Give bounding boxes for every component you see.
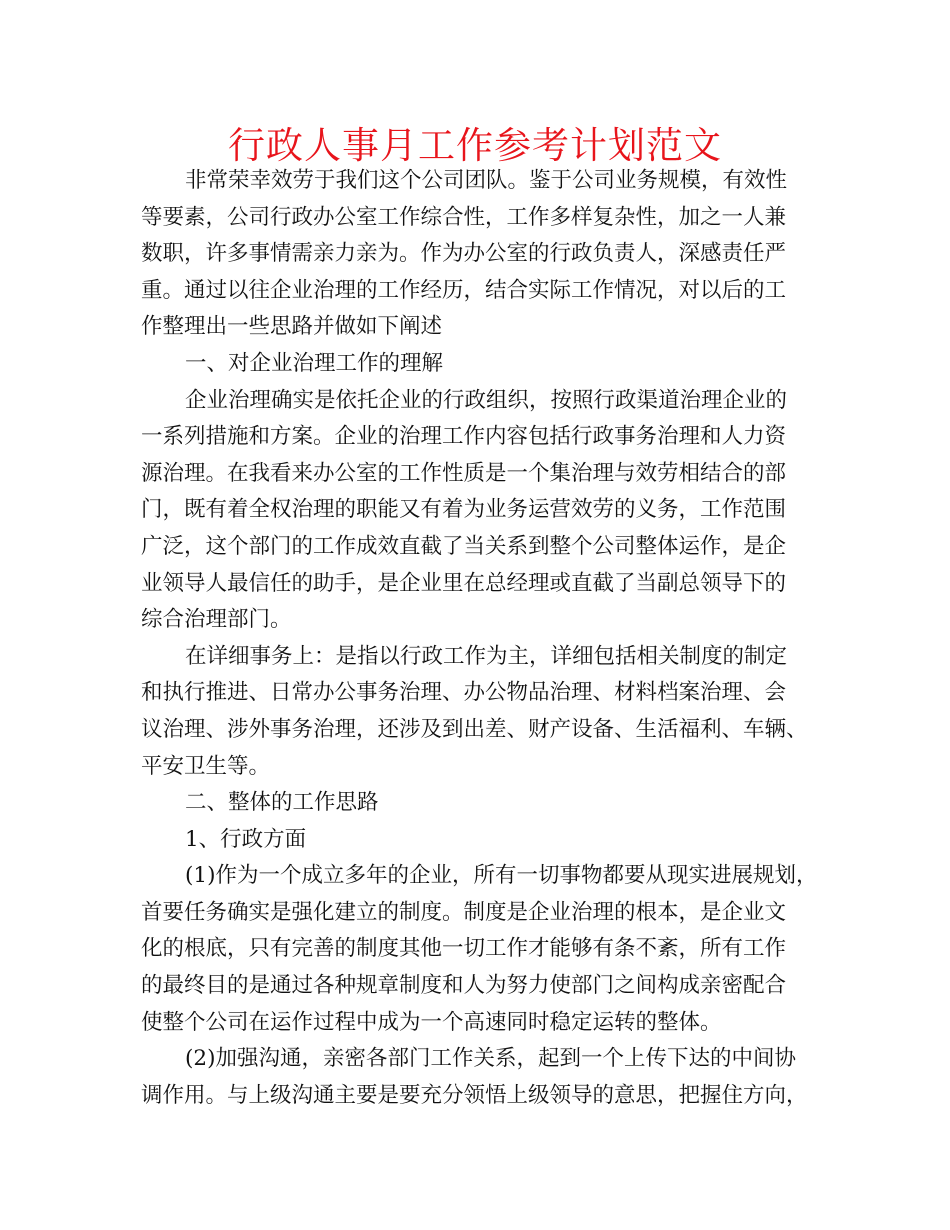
paragraph-line: 议治理、涉外事务治理，还涉及到出差、财产设备、生活福利、车辆、 xyxy=(141,716,808,742)
paragraph-line: 源治理。在我看来办公室的工作性质是一个集治理与效劳相结合的部 xyxy=(141,460,787,486)
paragraph-line: 重。通过以往企业治理的工作经历，结合实际工作情况，对以后的工 xyxy=(141,277,787,303)
paragraph-line: 广泛，这个部门的工作成效直截了当关系到整个公司整体运作，是企 xyxy=(141,533,787,559)
paragraph-line: 和执行推进、日常办公事务治理、办公物品治理、材料档案治理、会 xyxy=(141,680,787,706)
paragraph-line: 一系列措施和方案。企业的治理工作内容包括行政事务治理和人力资 xyxy=(141,424,787,450)
paragraph-line: 非常荣幸效劳于我们这个公司团队。鉴于公司业务规模，有效性 xyxy=(185,168,788,193)
section-heading: 一、对企业治理工作的理解 xyxy=(185,350,444,376)
paragraph-line: 综合治理部门。 xyxy=(141,607,292,633)
paragraph-line: 首要任务确实是强化建立的制度。制度是企业治理的根本，是企业文 xyxy=(141,899,787,925)
paragraph-line: 使整个公司在运作过程中成为一个高速同时稳定运转的整体。 xyxy=(141,1009,722,1035)
document-title: 行政人事月工作参考计划范文 xyxy=(228,124,722,167)
subsection-heading: 1、行政方面 xyxy=(185,826,307,852)
paragraph-line: (2)加强沟通，亲密各部门工作关系，起到一个上传下达的中间协 xyxy=(185,1046,796,1072)
paragraph-line: 等要素，公司行政办公室工作综合性，工作多样复杂性，加之一人兼 xyxy=(141,204,787,230)
paragraph-line: 企业治理确实是依托企业的行政组织，按照行政渠道治理企业的 xyxy=(185,387,788,413)
paragraph-line: 的最终目的是通过各种规章制度和人为努力使部门之间构成亲密配合 xyxy=(141,973,787,999)
document-body xyxy=(141,163,822,1114)
section-heading: 二、整体的工作思路 xyxy=(185,790,379,816)
paragraph-line: (1)作为一个成立多年的企业，所有一切事物都要从现实进展规划， xyxy=(185,863,818,889)
paragraph-line: 调作用。与上级沟通主要是要充分领悟上级领导的意思，把握住方向， xyxy=(141,1082,808,1108)
paragraph-line: 化的根底，只有完善的制度其他一切工作才能够有条不紊，所有工作 xyxy=(141,936,787,962)
paragraph-line: 作整理出一些思路并做如下阐述 xyxy=(141,314,443,340)
paragraph-line: 平安卫生等。 xyxy=(141,753,271,779)
paragraph-line: 业领导人最信任的助手，是企业里在总经理或直截了当副总领导下的 xyxy=(141,570,787,596)
paragraph-line: 在详细事务上：是指以行政工作为主，详细包括相关制度的制定 xyxy=(185,643,788,669)
paragraph-line: 门，既有着全权治理的职能又有着为业务运营效劳的义务，工作范围 xyxy=(141,497,787,523)
paragraph-line: 数职，许多事情需亲力亲为。作为办公室的行政负责人，深感责任严 xyxy=(141,241,787,267)
